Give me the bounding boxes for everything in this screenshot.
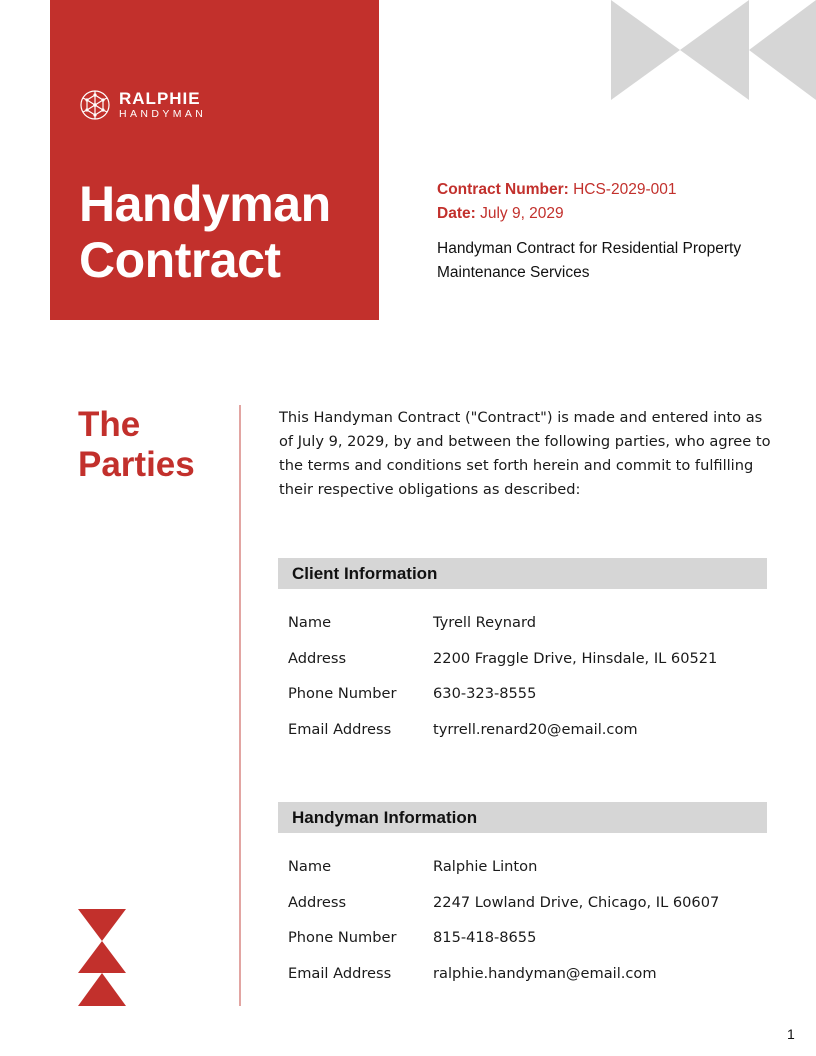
table-row bbox=[288, 641, 768, 677]
table-row bbox=[288, 920, 768, 956]
date-label: Date: bbox=[437, 205, 476, 222]
handyman-email-label: Email Address bbox=[288, 964, 392, 982]
handyman-info-header: Handyman Information bbox=[278, 802, 767, 833]
date-value: July 9, 2029 bbox=[480, 205, 564, 222]
decorative-hourglass bbox=[78, 909, 126, 1006]
hero-banner bbox=[50, 0, 379, 320]
vertical-divider bbox=[239, 405, 241, 1006]
table-row bbox=[288, 605, 768, 641]
contract-number-label: Contract Number: bbox=[437, 181, 569, 198]
table-row bbox=[288, 885, 768, 921]
brand-logo bbox=[79, 89, 206, 121]
client-name-label: Name bbox=[288, 614, 332, 632]
handyman-name-value: Ralphie Linton bbox=[433, 858, 538, 876]
handyman-address-label: Address bbox=[288, 893, 347, 911]
client-phone-value: 630-323-8555 bbox=[433, 685, 537, 703]
table-row bbox=[288, 849, 768, 885]
client-email-value: tyrrell.renard20@email.com bbox=[433, 720, 638, 738]
geodesic-sphere-icon bbox=[79, 89, 111, 121]
brand-name: RALPHIE bbox=[119, 89, 201, 109]
client-address-label: Address bbox=[288, 649, 347, 667]
contract-description bbox=[437, 237, 767, 285]
handyman-phone-label: Phone Number bbox=[288, 929, 397, 947]
table-row bbox=[288, 956, 768, 992]
client-info-header: Client Information bbox=[278, 558, 767, 589]
section-title-line-2: Parties bbox=[78, 445, 195, 484]
client-info-table bbox=[288, 605, 768, 747]
handyman-address-value: 2247 Lowland Drive, Chicago, IL 60607 bbox=[433, 893, 720, 911]
parties-intro: This Handyman Contract ("Contract") is made and entered into as of July 9, 2029, by and between the following parties, who agree to the terms and conditions set forth herein and commit to fulfilling their respective obligations as described: bbox=[279, 409, 771, 498]
handyman-info-table bbox=[288, 849, 768, 991]
contract-number-line bbox=[437, 178, 767, 202]
page-number: 1 bbox=[787, 1026, 795, 1042]
description-line-2: Maintenance Services bbox=[437, 264, 590, 281]
client-address-value: 2200 Fraggle Drive, Hinsdale, IL 60521 bbox=[433, 649, 718, 667]
decorative-triangles bbox=[611, 0, 816, 100]
contract-meta bbox=[437, 178, 767, 285]
table-row bbox=[288, 712, 768, 748]
document-title bbox=[79, 176, 331, 288]
description-line-1: Handyman Contract for Residential Property bbox=[437, 240, 742, 257]
section-title-line-1: The bbox=[78, 405, 141, 444]
handyman-phone-value: 815-418-8655 bbox=[433, 929, 537, 947]
handyman-email-value: ralphie.handyman@email.com bbox=[433, 964, 657, 982]
handyman-name-label: Name bbox=[288, 858, 332, 876]
client-phone-label: Phone Number bbox=[288, 685, 397, 703]
client-email-label: Email Address bbox=[288, 720, 392, 738]
title-line-1: Handyman bbox=[79, 176, 331, 232]
brand-tagline: HANDYMAN bbox=[119, 108, 207, 121]
contract-date-line bbox=[437, 202, 767, 226]
contract-number-value: HCS-2029-001 bbox=[573, 181, 677, 198]
client-name-value: Tyrell Reynard bbox=[433, 614, 536, 632]
table-row bbox=[288, 676, 768, 712]
section-title-parties bbox=[78, 405, 195, 485]
title-line-2: Contract bbox=[79, 232, 281, 288]
